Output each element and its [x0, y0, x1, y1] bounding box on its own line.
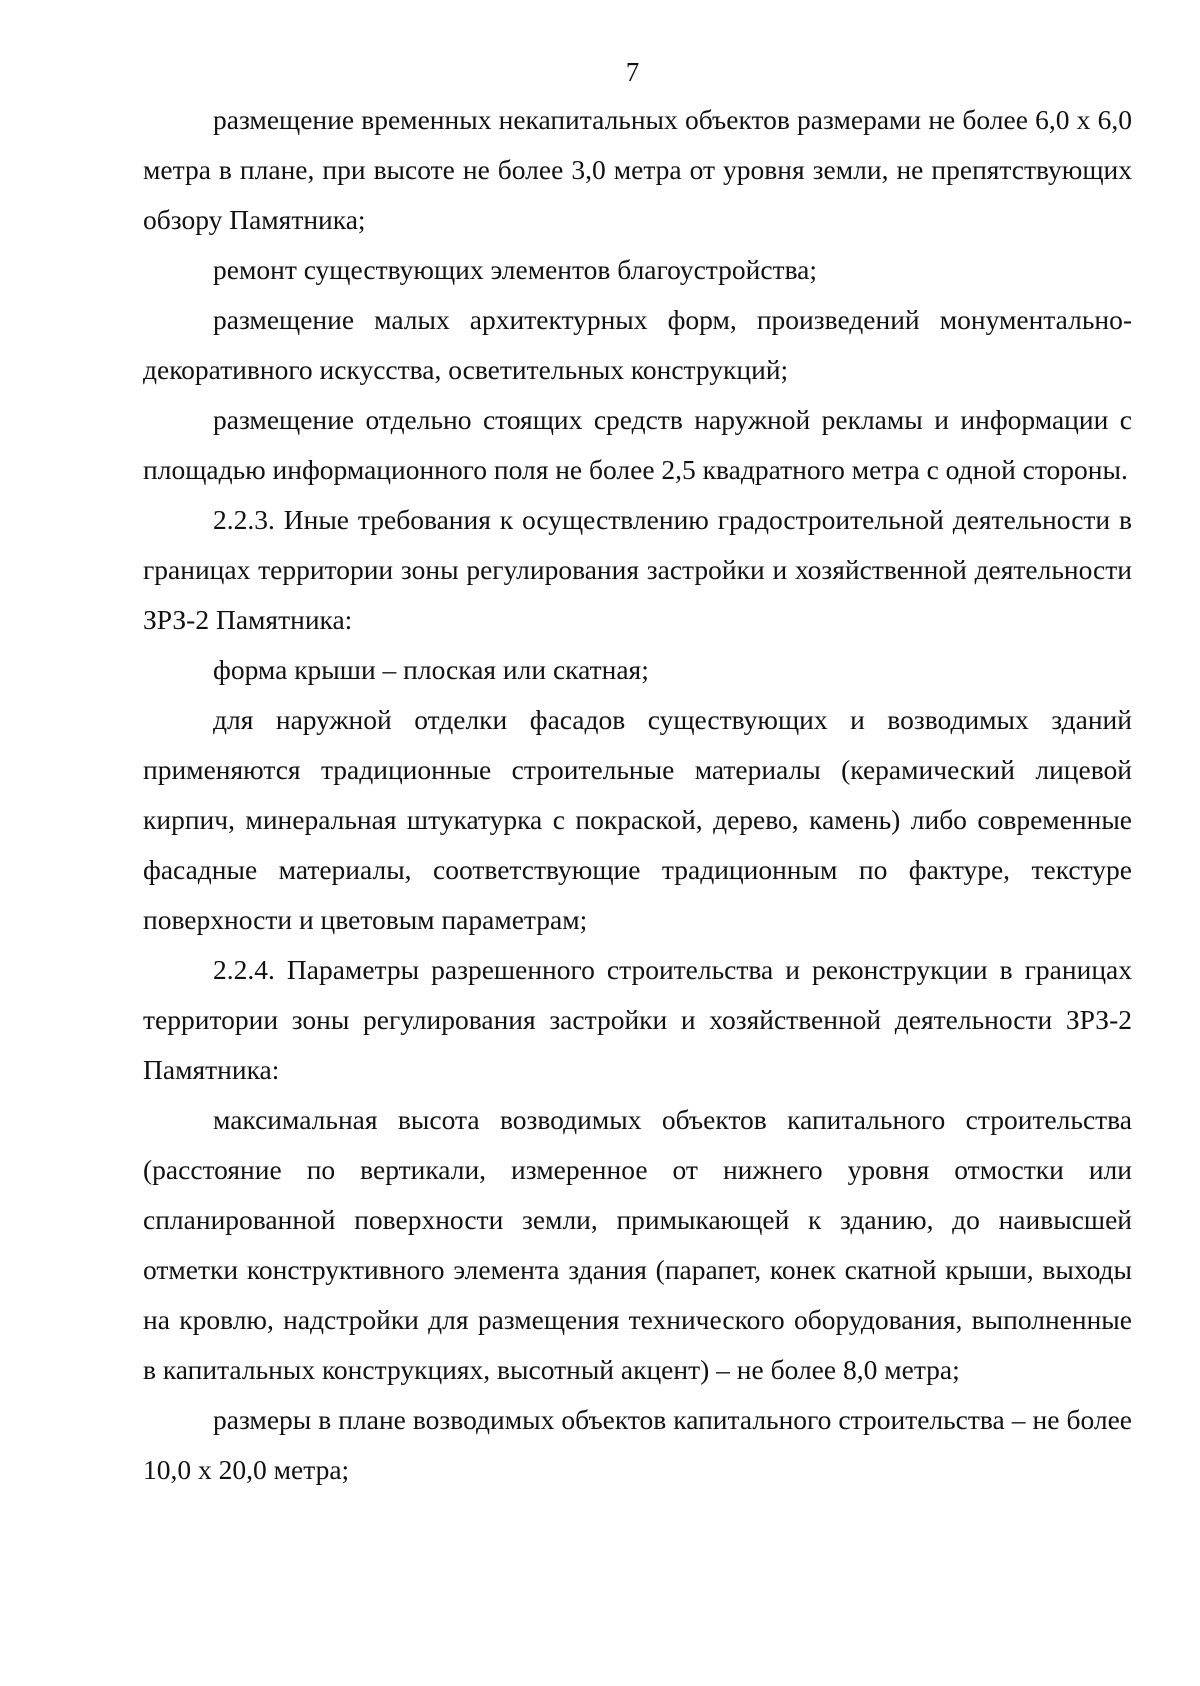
paragraph-section-2-2-3: 2.2.3. Иные требования к осуществлению градостроительной деятельности в границах территории зоны регулирования застройки и хозяйственной деятельности ЗРЗ-2 Памятника:: [143, 504, 1132, 635]
paragraph-plan-dimensions: размеры в плане возводимых объектов капитального строительства – не более 10,0 x 20,0 метра;: [143, 1404, 1132, 1485]
paragraph-roof-shape: форма крыши – плоская или скатная;: [213, 654, 649, 685]
paragraph-landscaping-repair: ремонт существующих элементов благоустройства;: [213, 254, 818, 285]
paragraph-outdoor-advertising: размещение отдельно стоящих средств наружной рекламы и информации с площадью информационного поля не более 2,5 квадратного метра с одной стороны.: [143, 404, 1132, 485]
page-number: 7: [625, 57, 640, 87]
paragraph-section-2-2-4: 2.2.4. Параметры разрешенного строительства и реконструкции в границах территории зоны регулирования застройки и хозяйственной деятельности ЗРЗ-2 Памятника:: [143, 954, 1132, 1085]
paragraph-maximum-height: максимальная высота возводимых объектов капитального строительства (расстояние по вертикали, измеренное от нижнего уровня отмостки или спланированной поверхности земли, примыкающей к зданию, до наивысшей отметки конструктивного элемента здания (парапет, конек скатной крыши, выходы на кровлю, надстройки для размещения технического оборудования, выполненные в капитальных конструкциях, высотный акцент) – не более 8,0 метра;: [143, 1104, 1132, 1385]
paragraph-temporary-objects: размещение временных некапитальных объектов размерами не более 6,0 x 6,0 метра в плане, при высоте не более 3,0 метра от уровня земли, не препятствующих обзору Памятника;: [143, 104, 1132, 235]
document-body: [143, 95, 1132, 1495]
paragraph-facade-materials: для наружной отделки фасадов существующих и возводимых зданий применяются традиционные строительные материалы (керамический лицевой кирпич, минеральная штукатурка с покраской, дерево, камень) либо современные фасадные материалы, соответствующие традиционным по фактуре, текстуре поверхности и цветовым параметрам;: [143, 704, 1132, 935]
paragraph-small-architecture: размещение малых архитектурных форм, произведений монументально-декоративного искусства, осветительных конструкций;: [143, 304, 1132, 385]
